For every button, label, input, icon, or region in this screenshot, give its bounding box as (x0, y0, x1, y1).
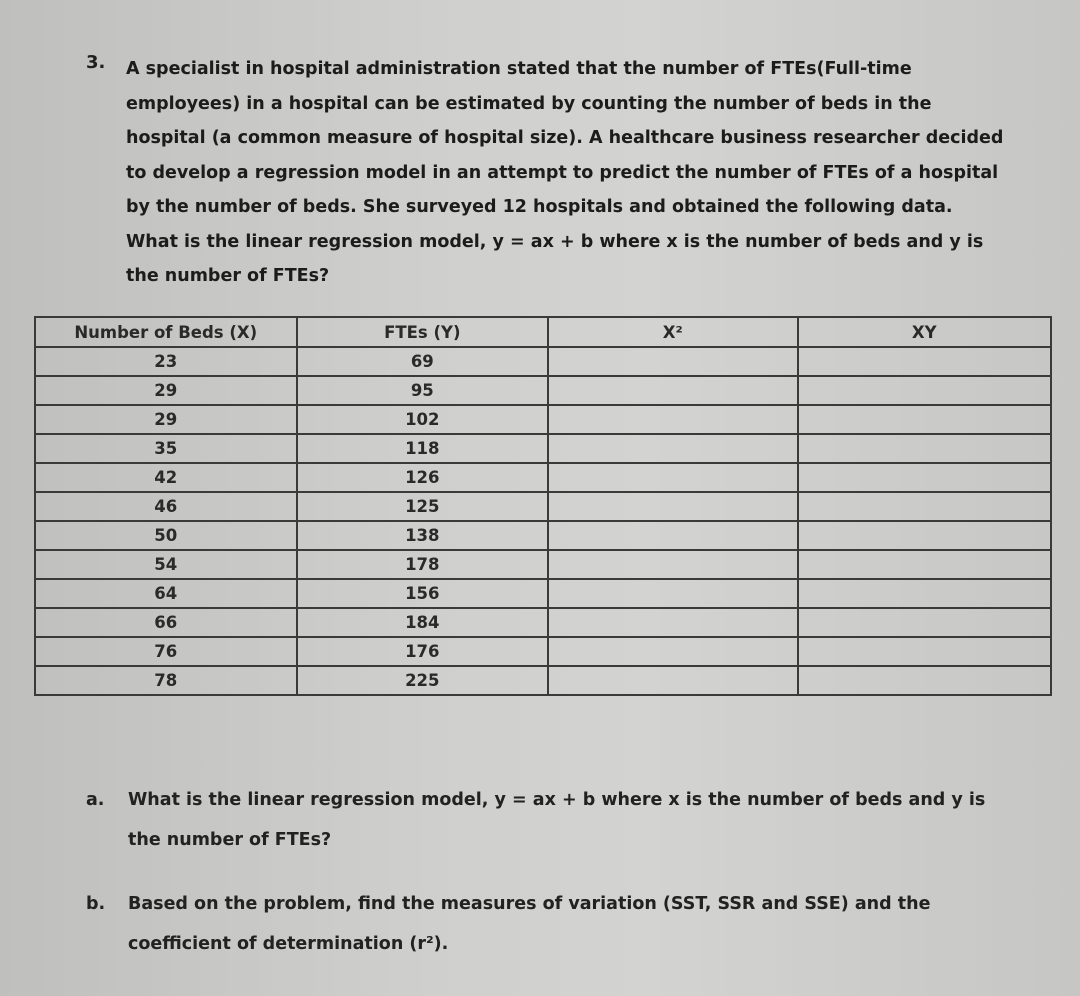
cell-ftes: 126 (297, 463, 549, 492)
question-line: by the number of beds. She surveyed 12 hospitals and obtained the following data. (126, 197, 953, 217)
cell-beds: 23 (35, 347, 297, 376)
subquestion-b-line: Based on the problem, find the measures of variation (SST, SSR and SSE) and the (128, 894, 931, 914)
cell-ftes: 69 (297, 347, 549, 376)
table-row (35, 637, 1051, 666)
cell-x-squared (548, 521, 797, 550)
cell-x-squared (548, 463, 797, 492)
cell-xy (798, 463, 1052, 492)
cell-xy (798, 434, 1052, 463)
header-x-squared: X² (548, 317, 797, 347)
table-row (35, 376, 1051, 405)
cell-x-squared (548, 405, 797, 434)
cell-xy (798, 376, 1052, 405)
table-body (35, 347, 1051, 695)
cell-beds: 46 (35, 492, 297, 521)
question-line: employees) in a hospital can be estimated by counting the number of beds in the (126, 93, 932, 114)
cell-ftes: 138 (297, 521, 549, 550)
subquestion-a-letter: a. (86, 790, 105, 810)
cell-x-squared (548, 347, 797, 376)
cell-ftes: 125 (297, 492, 549, 521)
subquestion-b (86, 884, 1028, 964)
cell-xy (798, 666, 1052, 695)
cell-beds: 64 (35, 579, 297, 608)
table-row (35, 521, 1051, 550)
cell-ftes: 102 (297, 405, 549, 434)
table-row (35, 347, 1051, 376)
cell-x-squared (548, 666, 797, 695)
cell-xy (798, 550, 1052, 579)
cell-beds: 29 (35, 376, 297, 405)
table-row (35, 579, 1051, 608)
table-row (35, 550, 1051, 579)
cell-beds: 42 (35, 463, 297, 492)
cell-beds: 76 (35, 637, 297, 666)
question-line: to develop a regression model in an attempt to predict the number of FTEs of a hospital (126, 162, 999, 183)
question-line: hospital (a common measure of hospital size). A healthcare business researcher decided (126, 128, 1004, 148)
table-row (35, 434, 1051, 463)
data-table (34, 316, 1052, 696)
cell-beds: 35 (35, 434, 297, 463)
cell-x-squared (548, 608, 797, 637)
cell-x-squared (548, 637, 797, 666)
cell-xy (798, 347, 1052, 376)
cell-xy (798, 405, 1052, 434)
cell-x-squared (548, 376, 797, 405)
cell-ftes: 178 (297, 550, 549, 579)
cell-ftes: 184 (297, 608, 549, 637)
table-row (35, 492, 1051, 521)
cell-ftes: 95 (297, 376, 549, 405)
question-text (126, 52, 1026, 294)
cell-ftes: 156 (297, 579, 549, 608)
table-header-row (35, 317, 1051, 347)
cell-ftes: 118 (297, 434, 549, 463)
table-row (35, 666, 1051, 695)
cell-x-squared (548, 492, 797, 521)
cell-xy (798, 579, 1052, 608)
cell-beds: 54 (35, 550, 297, 579)
cell-beds: 66 (35, 608, 297, 637)
cell-ftes: 176 (297, 637, 549, 666)
table-row (35, 405, 1051, 434)
question-line: A specialist in hospital administration stated that the number of FTEs(Full-time (126, 59, 912, 79)
cell-x-squared (548, 579, 797, 608)
cell-x-squared (548, 550, 797, 579)
cell-xy (798, 608, 1052, 637)
cell-xy (798, 637, 1052, 666)
cell-beds: 78 (35, 666, 297, 695)
table-row (35, 608, 1051, 637)
cell-xy (798, 521, 1052, 550)
header-beds: Number of Beds (X) (35, 317, 297, 347)
question-line: the number of FTEs? (126, 266, 330, 286)
cell-x-squared (548, 434, 797, 463)
table-row (35, 463, 1051, 492)
subquestion-b-line: coefficient of determination (r²). (128, 934, 449, 954)
cell-ftes: 225 (297, 666, 549, 695)
cell-xy (798, 492, 1052, 521)
subquestion-a (86, 780, 1028, 860)
subquestion-a-line: What is the linear regression model, y = ax + b where x is the number of beds and y is (128, 790, 986, 810)
question-line: What is the linear regression model, y = ax + b where x is the number of beds and y is (126, 231, 984, 252)
cell-beds: 29 (35, 405, 297, 434)
question-number: 3. (86, 52, 106, 73)
header-ftes: FTEs (Y) (297, 317, 549, 347)
subquestion-b-letter: b. (86, 894, 106, 914)
cell-beds: 50 (35, 521, 297, 550)
header-xy: XY (798, 317, 1052, 347)
subquestion-a-line: the number of FTEs? (128, 830, 332, 850)
